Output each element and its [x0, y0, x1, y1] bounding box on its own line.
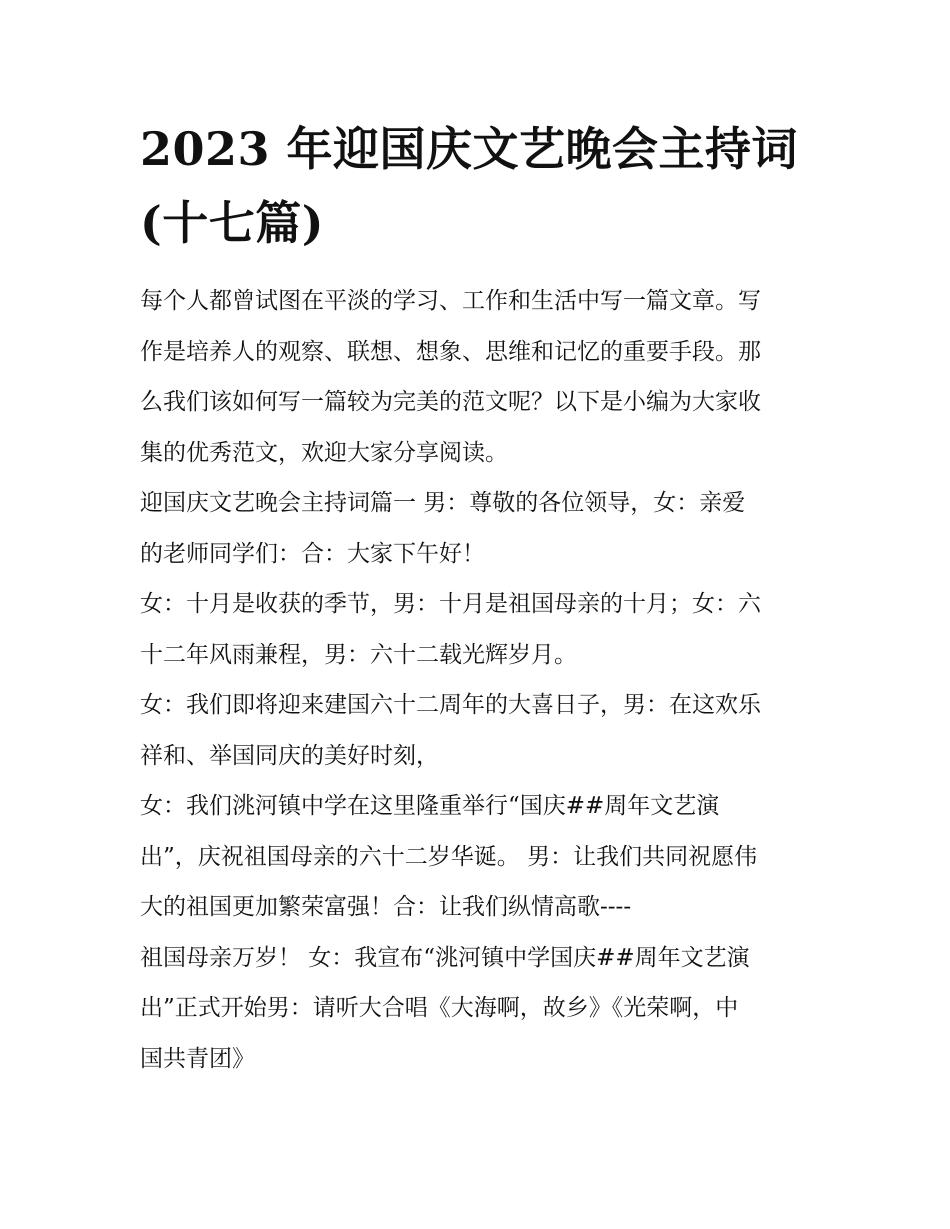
text-line: 作是培养人的观察、联想、想象、思维和记忆的重要手段。那	[140, 338, 761, 365]
paragraph-dialogue	[140, 781, 820, 933]
text-line: 祖国母亲万岁！ 女：我宣布“洮河镇中学国庆##周年文艺演	[140, 944, 750, 971]
text-line: 祥和、举国同庆的美好时刻，	[140, 742, 439, 769]
text-line: 十二年风雨兼程，男：六十二载光辉岁月。	[140, 641, 577, 668]
paragraph-dialogue	[140, 579, 820, 680]
text-line: 集的优秀范文，欢迎大家分享阅读。	[140, 439, 508, 466]
document-title	[140, 112, 820, 260]
document-body	[140, 276, 820, 1084]
title-line: (十七篇)	[140, 196, 325, 250]
paragraph-dialogue	[140, 933, 820, 1085]
text-line: 每个人都曾试图在平淡的学习、工作和生活中写一篇文章。写	[140, 288, 761, 314]
paragraph-dialogue	[140, 680, 820, 781]
text-line: 国共青团》	[140, 1045, 255, 1072]
text-line: 女：我们洮河镇中学在这里隆重举行“国庆##周年文艺演	[140, 793, 720, 819]
title-line: 2023 年迎国庆文艺晚会主持词	[140, 122, 799, 176]
text-line: 出”正式开始男：请听大合唱《大海啊，故乡》《光荣啊，中	[140, 995, 739, 1021]
text-line: 么我们该如何写一篇较为完美的范文呢？以下是小编为大家收	[140, 389, 761, 415]
text-line: 大的祖国更加繁荣富强！合：让我们纵情高歌----	[140, 894, 632, 920]
text-line: 的老师同学们：合：大家下午好！	[140, 540, 485, 567]
text-line: 女：十月是收获的季节，男：十月是祖国母亲的十月；女：六	[140, 591, 761, 617]
paragraph-intro	[140, 276, 820, 478]
paragraph-opening	[140, 478, 820, 579]
text-line: 出”，庆祝祖国母亲的六十二岁华诞。 男：让我们共同祝愿伟	[140, 843, 758, 870]
text-line: 女：我们即将迎来建国六十二周年的大喜日子，男：在这欢乐	[140, 692, 761, 718]
text-line: 迎国庆文艺晚会主持词篇一 男：尊敬的各位领导，女：亲爱	[140, 490, 746, 516]
